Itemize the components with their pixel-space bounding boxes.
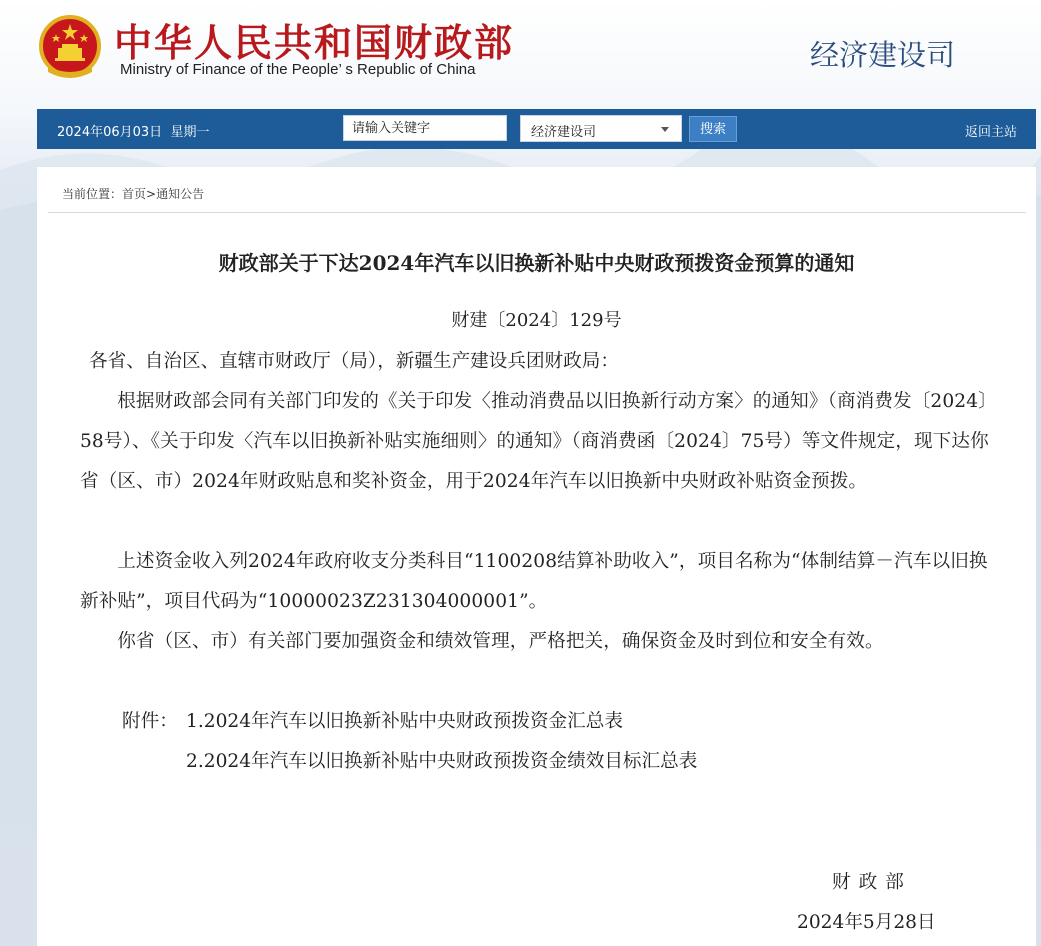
site-title-en: Ministry of Finance of the People’ s Republic of China xyxy=(120,61,476,78)
paragraph-2: 上述资金收入列2024年政府收支分类科目“1100208结算补助收入”，项目名称为“体制结算－汽车以旧换新补贴”，项目代码为“10000023Z231304000001”。 xyxy=(80,551,988,612)
attachment-link-1[interactable]: 1.2024年汽车以旧换新补贴中央财政预拨资金汇总表 xyxy=(186,711,623,732)
signer: 财政部 xyxy=(832,872,912,893)
attachment-link-2[interactable]: 2.2024年汽车以旧换新补贴中央财政预拨资金绩效目标汇总表 xyxy=(186,751,698,772)
site-title-cn: 中华人民共和国财政部 xyxy=(114,21,515,65)
national-emblem-icon xyxy=(38,14,102,80)
divider xyxy=(48,212,1026,213)
paragraph-3: 你省（区、市）有关部门要加强资金和绩效管理，严格把关，确保资金及时到位和安全有效。 xyxy=(117,631,884,652)
article-panel xyxy=(37,167,1036,946)
article-title: 财政部关于下达2024年汽车以旧换新补贴中央财政预拨资金预算的通知 xyxy=(218,251,855,275)
breadcrumb-separator: > xyxy=(146,187,157,201)
search-input[interactable] xyxy=(343,115,507,141)
search-button[interactable]: 搜索 xyxy=(689,116,737,142)
document-number: 财建〔2024〕129号 xyxy=(451,310,622,331)
breadcrumb-label: 当前位置： xyxy=(62,187,123,201)
breadcrumb-section-link[interactable]: 通知公告 xyxy=(156,187,205,201)
attachments-label: 附件： xyxy=(122,711,178,732)
search-scope-value: 经济建设司 xyxy=(531,125,597,140)
breadcrumb xyxy=(62,185,204,202)
weekday-text: 星期一 xyxy=(170,125,210,140)
sign-date: 2024年5月28日 xyxy=(797,912,936,933)
search-scope-select[interactable] xyxy=(520,115,682,142)
chevron-down-icon xyxy=(661,127,669,132)
department-title: 经济建设司 xyxy=(810,38,956,72)
current-date xyxy=(57,121,209,140)
date-text: 2024年06月03日 xyxy=(57,125,163,140)
breadcrumb-home-link[interactable]: 首页 xyxy=(122,187,147,201)
paragraph-1: 根据财政部会同有关部门印发的《关于印发〈推动消费品以旧换新行动方案〉的通知》（商消费发〔2024〕58号）、《关于印发〈汽车以旧换新补贴实施细则〉的通知》（商消费函〔2024〕75号）等文件规定，现下达你省（区、市）2024年财政贴息和奖补资金，用于2024年汽车以旧换新中央财政补贴资金预拨。 xyxy=(80,391,997,492)
top-navbar xyxy=(37,109,1036,149)
return-home-link[interactable]: 返回主站 xyxy=(964,125,1017,140)
site-header xyxy=(0,0,1041,100)
addressee: 各省、自治区、直辖市财政厅（局），新疆生产建设兵团财政局： xyxy=(89,351,619,372)
